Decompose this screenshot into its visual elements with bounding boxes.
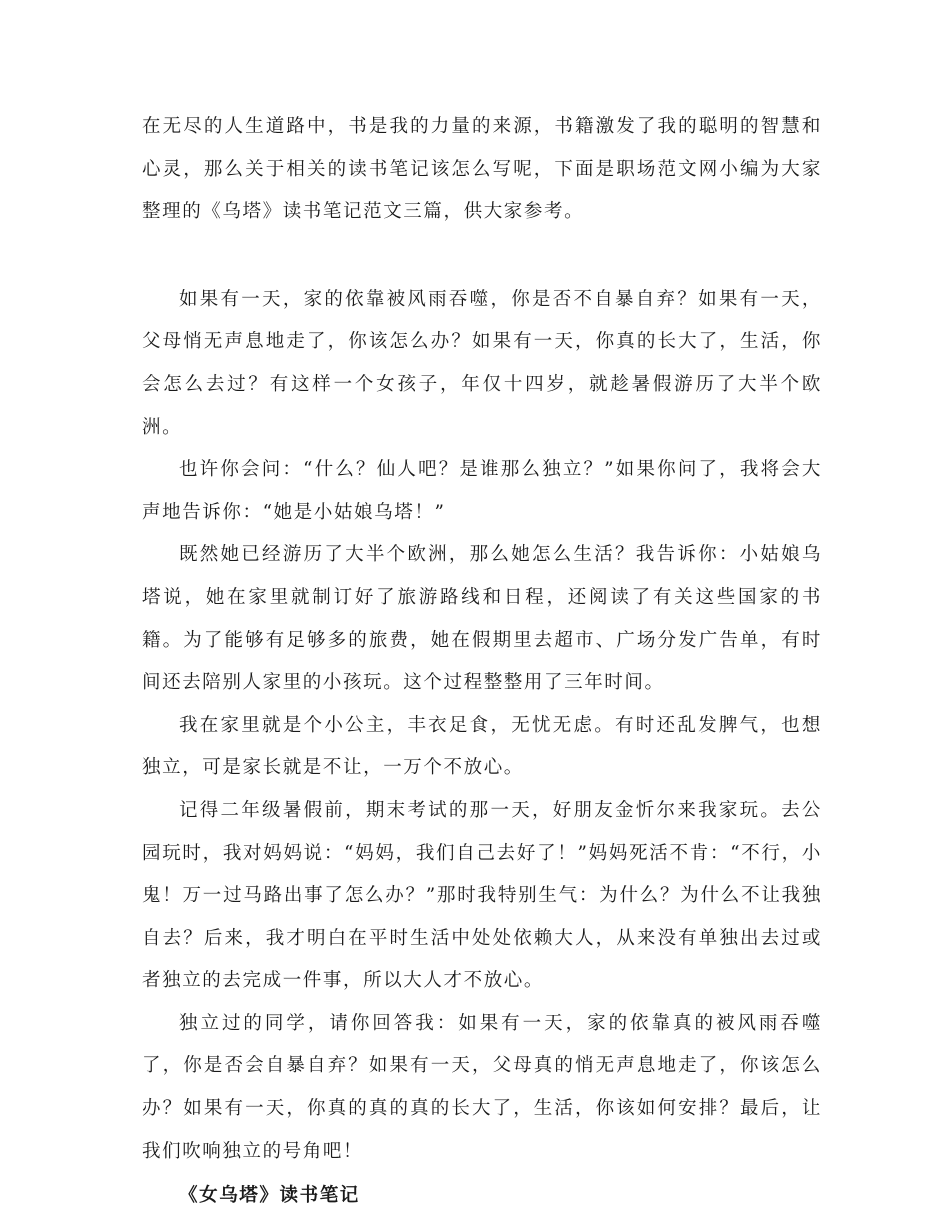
intro-paragraph: 在无尽的人生道路中，书是我的力量的来源，书籍激发了我的聪明的智慧和心灵，那么关于相关的读书笔记该怎么写呢，下面是职场范文网小编为大家整理的《乌塔》读书笔记范文三篇，供大家参考。	[142, 116, 822, 223]
paragraph: 独立过的同学，请你回答我：如果有一天，家的依靠真的被风雨吞噬了，你是否会自暴自弃？如果有一天，父母真的悄无声息地走了，你该怎么办？如果有一天，你真的真的真的长大了，生活，你该如何安排？最后，让我们吹响独立的号角吧！	[142, 1012, 822, 1162]
paragraph: 既然她已经游历了大半个欧洲，那么她怎么生活？我告诉你：小姑娘乌塔说，她在家里就制订好了旅游路线和日程，还阅读了有关这些国家的书籍。为了能够有足够多的旅费，她在假期里去超市、广场分发广告单，有时间还去陪别人家里的小孩玩。这个过程整整用了三年时间。	[142, 544, 822, 694]
paragraph: 如果有一天，家的依靠被风雨吞噬，你是否不自暴自弃？如果有一天，父母悄无声息地走了，你该怎么办？如果有一天，你真的长大了，生活，你会怎么去过？有这样一个女孩子，年仅十四岁，就趁暑假游历了大半个欧洲。	[142, 288, 822, 438]
document-body	[142, 106, 822, 1218]
paragraph: 我在家里就是个小公主，丰衣足食，无忧无虑。有时还乱发脾气，也想独立，可是家长就是不让，一万个不放心。	[142, 714, 822, 779]
paragraph: 记得二年级暑假前，期末考试的那一天，好朋友金忻尔来我家玩。去公园玩时，我对妈妈说：“妈妈，我们自己去好了！”妈妈死活不肯：“不行，小鬼！万一过马路出事了怎么办？”那时我特别生气：为什么？为什么不让我独自去？后来，我才明白在平时生活中处处依赖大人，从来没有单独出去过或者独立的去完成一件事，所以大人才不放心。	[142, 799, 822, 992]
paragraph: 也许你会问：“什么？仙人吧？是谁那么独立？”如果你问了，我将会大声地告诉你：“她是小姑娘乌塔！”	[142, 459, 822, 523]
section-heading: 《女乌塔》读书笔记	[179, 1185, 360, 1207]
